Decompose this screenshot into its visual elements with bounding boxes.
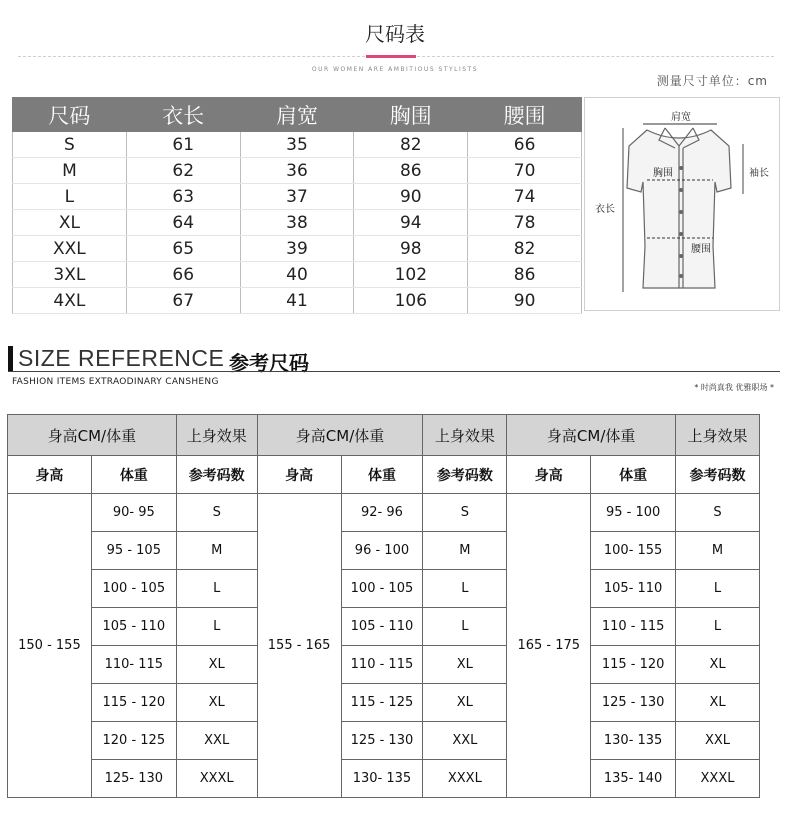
height-range-cell: 150 - 155 bbox=[8, 494, 92, 798]
page-title: 尺码表 bbox=[365, 22, 425, 46]
table-row bbox=[8, 608, 760, 646]
height-range-cell: 165 - 175 bbox=[507, 494, 591, 798]
table-cell: 74 bbox=[468, 184, 582, 210]
section-divider bbox=[8, 371, 780, 372]
weight-cell: 90- 95 bbox=[91, 494, 176, 532]
section-note: * 时尚真我 优雅职场 * bbox=[694, 383, 774, 392]
section-marker bbox=[8, 346, 13, 372]
weight-cell: 130- 135 bbox=[591, 722, 676, 760]
table-cell: 41 bbox=[240, 288, 354, 314]
weight-cell: 125 - 130 bbox=[341, 722, 423, 760]
table-cell: 39 bbox=[240, 236, 354, 262]
size-chart-header-cell: 胸围 bbox=[354, 98, 468, 132]
weight-cell: 125 - 130 bbox=[591, 684, 676, 722]
diagram-label-sleeve: 袖长 bbox=[749, 168, 769, 179]
table-row bbox=[13, 184, 582, 210]
size-cell: L bbox=[676, 570, 760, 608]
size-cell: XXL bbox=[176, 722, 257, 760]
size-cell: L bbox=[176, 570, 257, 608]
size-chart-table bbox=[12, 97, 582, 314]
weight-cell: 100 - 105 bbox=[91, 570, 176, 608]
table-row bbox=[8, 646, 760, 684]
reference-subheader-row bbox=[8, 456, 760, 494]
section-subtitle: FASHION ITEMS EXTRAODINARY CANSHENG bbox=[12, 377, 219, 387]
table-cell: 102 bbox=[354, 262, 468, 288]
diagram-label-waist: 腰围 bbox=[691, 244, 711, 255]
table-cell: 66 bbox=[126, 262, 240, 288]
table-cell: 70 bbox=[468, 158, 582, 184]
height-range-cell: 155 - 165 bbox=[257, 494, 341, 798]
table-cell: 61 bbox=[126, 132, 240, 158]
table-cell: 62 bbox=[126, 158, 240, 184]
table-cell: 98 bbox=[354, 236, 468, 262]
weight-cell: 130- 135 bbox=[341, 760, 423, 798]
diagram-label-length: 衣长 bbox=[595, 204, 615, 215]
size-cell: L bbox=[176, 608, 257, 646]
group-header-cell: 身高CM/体重 bbox=[507, 415, 676, 456]
table-row bbox=[8, 494, 760, 532]
table-row bbox=[13, 288, 582, 314]
col-size-label: 参考码数 bbox=[176, 456, 257, 494]
table-cell: 66 bbox=[468, 132, 582, 158]
weight-cell: 105- 110 bbox=[591, 570, 676, 608]
diagram-label-chest: 胸围 bbox=[653, 168, 673, 179]
table-cell: 82 bbox=[354, 132, 468, 158]
size-cell: S bbox=[423, 494, 507, 532]
weight-cell: 95 - 100 bbox=[591, 494, 676, 532]
table-cell: 36 bbox=[240, 158, 354, 184]
col-weight-label: 体重 bbox=[341, 456, 423, 494]
table-cell: 86 bbox=[468, 262, 582, 288]
effect-header-cell: 上身效果 bbox=[676, 415, 760, 456]
weight-cell: 115 - 120 bbox=[591, 646, 676, 684]
table-cell: 40 bbox=[240, 262, 354, 288]
table-row bbox=[8, 532, 760, 570]
weight-cell: 110 - 115 bbox=[341, 646, 423, 684]
weight-cell: 100 - 105 bbox=[341, 570, 423, 608]
table-cell: 37 bbox=[240, 184, 354, 210]
size-chart-header-cell: 肩宽 bbox=[240, 98, 354, 132]
diagram-label-shoulder: 肩宽 bbox=[671, 112, 691, 123]
size-cell: M bbox=[676, 532, 760, 570]
group-header-cell: 身高CM/体重 bbox=[257, 415, 423, 456]
table-row bbox=[13, 236, 582, 262]
size-cell: XXL bbox=[676, 722, 760, 760]
size-cell: S bbox=[176, 494, 257, 532]
table-row bbox=[8, 684, 760, 722]
section-title-cn: 参考尺码 bbox=[229, 351, 309, 375]
table-row bbox=[8, 570, 760, 608]
size-cell: XL bbox=[676, 684, 760, 722]
table-cell: 82 bbox=[468, 236, 582, 262]
size-cell: XL bbox=[176, 684, 257, 722]
table-cell: XL bbox=[13, 210, 127, 236]
size-cell: XXXL bbox=[676, 760, 760, 798]
size-cell: XXL bbox=[423, 722, 507, 760]
table-cell: 78 bbox=[468, 210, 582, 236]
weight-cell: 95 - 105 bbox=[91, 532, 176, 570]
table-cell: 90 bbox=[468, 288, 582, 314]
section-title-en: SIZE REFERENCE bbox=[18, 345, 225, 371]
size-cell: XXXL bbox=[176, 760, 257, 798]
table-row bbox=[13, 262, 582, 288]
title-accent-bar bbox=[366, 55, 416, 58]
size-cell: XL bbox=[423, 684, 507, 722]
table-cell: 94 bbox=[354, 210, 468, 236]
table-cell: 86 bbox=[354, 158, 468, 184]
page-subtitle: OUR WOMEN ARE AMBITIOUS STYLISTS bbox=[311, 66, 479, 73]
unit-note: 测量尺寸单位：cm bbox=[656, 74, 768, 88]
table-cell: M bbox=[13, 158, 127, 184]
weight-cell: 105 - 110 bbox=[341, 608, 423, 646]
weight-cell: 115 - 120 bbox=[91, 684, 176, 722]
effect-header-cell: 上身效果 bbox=[176, 415, 257, 456]
table-cell: XXL bbox=[13, 236, 127, 262]
size-cell: M bbox=[176, 532, 257, 570]
size-chart-header-cell: 腰围 bbox=[468, 98, 582, 132]
size-chart-header-row bbox=[13, 98, 582, 132]
table-cell: 106 bbox=[354, 288, 468, 314]
col-height-label: 身高 bbox=[8, 456, 92, 494]
weight-cell: 110- 115 bbox=[91, 646, 176, 684]
col-weight-label: 体重 bbox=[591, 456, 676, 494]
table-cell: 65 bbox=[126, 236, 240, 262]
table-cell: 67 bbox=[126, 288, 240, 314]
weight-cell: 120 - 125 bbox=[91, 722, 176, 760]
weight-cell: 135- 140 bbox=[591, 760, 676, 798]
table-cell: 35 bbox=[240, 132, 354, 158]
weight-cell: 105 - 110 bbox=[91, 608, 176, 646]
measurement-diagram bbox=[584, 97, 780, 311]
reference-header-row bbox=[8, 415, 760, 456]
weight-cell: 96 - 100 bbox=[341, 532, 423, 570]
weight-cell: 100- 155 bbox=[591, 532, 676, 570]
table-cell: 90 bbox=[354, 184, 468, 210]
weight-cell: 125- 130 bbox=[91, 760, 176, 798]
size-cell: L bbox=[423, 570, 507, 608]
size-chart-header-cell: 尺码 bbox=[13, 98, 127, 132]
col-size-label: 参考码数 bbox=[423, 456, 507, 494]
col-size-label: 参考码数 bbox=[676, 456, 760, 494]
size-cell: XXXL bbox=[423, 760, 507, 798]
shirt-diagram-icon bbox=[585, 98, 781, 312]
size-chart-header-cell: 衣长 bbox=[126, 98, 240, 132]
table-row bbox=[8, 722, 760, 760]
table-cell: 63 bbox=[126, 184, 240, 210]
table-cell: L bbox=[13, 184, 127, 210]
table-cell: 38 bbox=[240, 210, 354, 236]
table-cell: 3XL bbox=[13, 262, 127, 288]
table-cell: 64 bbox=[126, 210, 240, 236]
size-cell: XL bbox=[176, 646, 257, 684]
table-cell: S bbox=[13, 132, 127, 158]
table-row bbox=[13, 210, 582, 236]
effect-header-cell: 上身效果 bbox=[423, 415, 507, 456]
table-row bbox=[8, 760, 760, 798]
weight-cell: 110 - 115 bbox=[591, 608, 676, 646]
col-height-label: 身高 bbox=[507, 456, 591, 494]
size-cell: M bbox=[423, 532, 507, 570]
size-cell: L bbox=[423, 608, 507, 646]
weight-cell: 115 - 125 bbox=[341, 684, 423, 722]
col-weight-label: 体重 bbox=[91, 456, 176, 494]
table-row bbox=[13, 158, 582, 184]
size-cell: XL bbox=[676, 646, 760, 684]
weight-cell: 92- 96 bbox=[341, 494, 423, 532]
table-row bbox=[13, 132, 582, 158]
size-cell: XL bbox=[423, 646, 507, 684]
size-cell: L bbox=[676, 608, 760, 646]
group-header-cell: 身高CM/体重 bbox=[8, 415, 177, 456]
col-height-label: 身高 bbox=[257, 456, 341, 494]
table-cell: 4XL bbox=[13, 288, 127, 314]
size-cell: S bbox=[676, 494, 760, 532]
size-reference-table bbox=[7, 414, 760, 798]
